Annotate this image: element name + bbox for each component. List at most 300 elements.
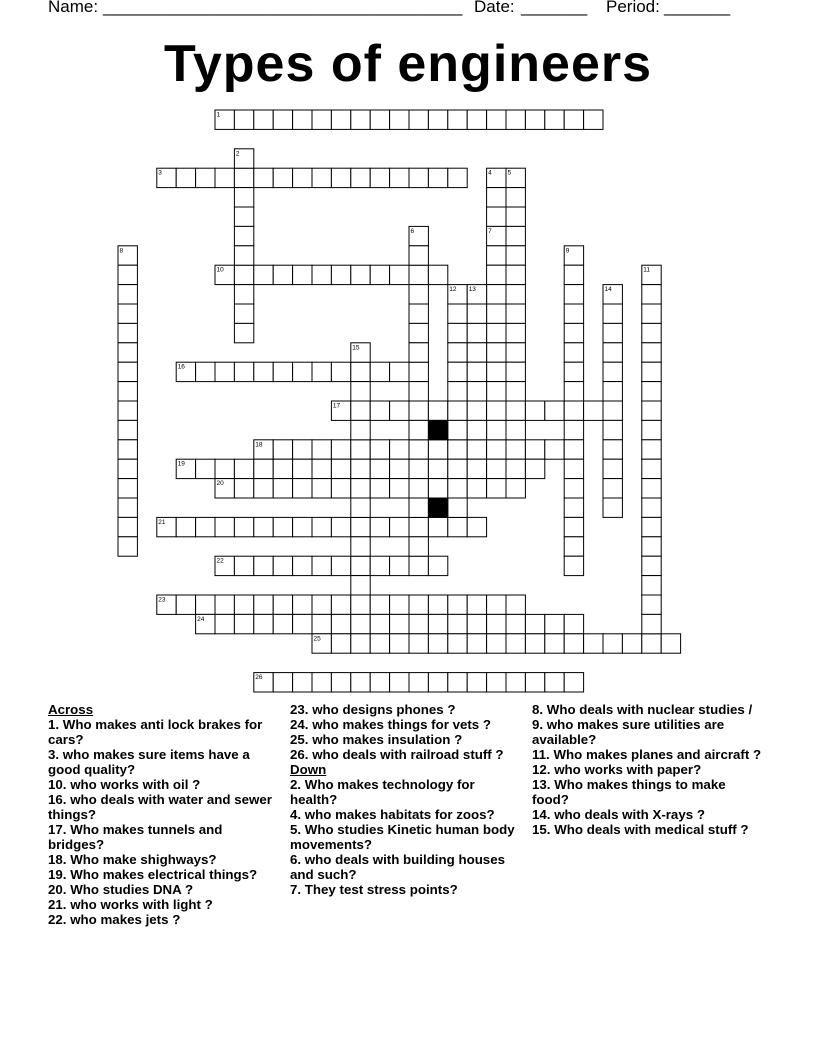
grid-cell[interactable]	[118, 382, 137, 401]
grid-cell[interactable]	[351, 265, 370, 284]
grid-cell[interactable]	[118, 362, 137, 381]
grid-cell[interactable]	[428, 634, 447, 653]
grid-cell[interactable]	[603, 440, 622, 459]
grid-cell[interactable]	[545, 401, 564, 420]
grid-cell[interactable]	[370, 614, 389, 633]
grid-cell[interactable]	[331, 168, 350, 187]
grid-cell[interactable]	[642, 595, 661, 614]
grid-cell[interactable]	[448, 382, 467, 401]
grid-cell[interactable]	[467, 517, 486, 536]
grid-cell[interactable]	[234, 246, 253, 265]
grid-cell[interactable]	[448, 498, 467, 517]
grid-cell[interactable]	[506, 479, 525, 498]
grid-cell[interactable]	[642, 459, 661, 478]
grid-cell[interactable]	[603, 304, 622, 323]
grid-cell[interactable]	[467, 440, 486, 459]
grid-cell[interactable]	[118, 401, 137, 420]
grid-cell[interactable]	[370, 634, 389, 653]
grid-cell[interactable]	[642, 576, 661, 595]
grid-cell[interactable]	[370, 440, 389, 459]
grid-cell[interactable]	[564, 304, 583, 323]
grid-cell[interactable]	[487, 634, 506, 653]
grid-cell[interactable]	[312, 595, 331, 614]
grid-cell[interactable]	[254, 479, 273, 498]
grid-cell[interactable]	[215, 614, 234, 633]
grid-cell[interactable]	[428, 614, 447, 633]
grid-cell[interactable]	[370, 517, 389, 536]
grid-cell[interactable]	[234, 595, 253, 614]
grid-cell[interactable]	[564, 537, 583, 556]
grid-cell[interactable]	[564, 673, 583, 692]
grid-cell[interactable]	[487, 188, 506, 207]
grid-cell[interactable]	[506, 595, 525, 614]
grid-cell[interactable]	[564, 401, 583, 420]
grid-cell[interactable]	[467, 110, 486, 129]
grid-cell[interactable]	[331, 595, 350, 614]
grid-cell[interactable]	[351, 168, 370, 187]
grid-cell[interactable]	[370, 459, 389, 478]
grid-cell[interactable]	[312, 459, 331, 478]
grid-cell[interactable]	[545, 673, 564, 692]
grid-cell[interactable]	[312, 479, 331, 498]
grid-cell[interactable]	[603, 420, 622, 439]
grid-cell[interactable]	[642, 304, 661, 323]
grid-cell[interactable]	[370, 362, 389, 381]
grid-cell[interactable]	[428, 440, 447, 459]
grid-cell[interactable]	[390, 673, 409, 692]
grid-cell[interactable]	[642, 537, 661, 556]
grid-cell[interactable]	[273, 614, 292, 633]
grid-cell[interactable]	[351, 401, 370, 420]
grid-cell[interactable]	[293, 479, 312, 498]
grid-cell[interactable]	[428, 673, 447, 692]
grid-cell[interactable]	[564, 110, 583, 129]
grid-cell[interactable]	[428, 517, 447, 536]
grid-cell[interactable]	[370, 673, 389, 692]
grid-cell[interactable]	[370, 556, 389, 575]
grid-cell[interactable]	[370, 595, 389, 614]
grid-cell[interactable]	[254, 265, 273, 284]
grid-cell[interactable]	[331, 265, 350, 284]
grid-cell[interactable]	[564, 362, 583, 381]
grid-cell[interactable]	[331, 517, 350, 536]
grid-cell[interactable]	[118, 265, 137, 284]
grid-cell[interactable]	[448, 304, 467, 323]
grid-cell[interactable]	[642, 440, 661, 459]
grid-cell[interactable]	[448, 401, 467, 420]
grid-cell[interactable]	[545, 634, 564, 653]
grid-cell[interactable]	[409, 517, 428, 536]
grid-cell[interactable]	[448, 595, 467, 614]
grid-cell[interactable]	[642, 556, 661, 575]
grid-cell[interactable]	[564, 420, 583, 439]
grid-cell[interactable]	[642, 362, 661, 381]
grid-cell[interactable]	[506, 673, 525, 692]
grid-cell[interactable]	[273, 440, 292, 459]
grid-cell[interactable]	[525, 634, 544, 653]
grid-cell[interactable]	[234, 479, 253, 498]
grid-cell[interactable]	[273, 459, 292, 478]
grid-cell[interactable]	[487, 323, 506, 342]
grid-cell[interactable]	[564, 440, 583, 459]
grid-cell[interactable]	[118, 323, 137, 342]
grid-cell[interactable]	[409, 556, 428, 575]
grid-cell[interactable]	[506, 304, 525, 323]
grid-cell[interactable]	[487, 304, 506, 323]
grid-cell[interactable]	[467, 362, 486, 381]
grid-cell[interactable]	[351, 479, 370, 498]
grid-cell[interactable]	[467, 479, 486, 498]
grid-cell[interactable]	[409, 304, 428, 323]
grid-cell[interactable]	[642, 479, 661, 498]
grid-cell[interactable]	[564, 498, 583, 517]
grid-cell[interactable]	[506, 382, 525, 401]
grid-cell[interactable]	[409, 285, 428, 304]
grid-cell[interactable]	[506, 614, 525, 633]
grid-cell[interactable]	[564, 265, 583, 284]
grid-cell[interactable]	[293, 265, 312, 284]
grid-cell[interactable]	[603, 343, 622, 362]
grid-cell[interactable]	[564, 634, 583, 653]
grid-cell[interactable]	[390, 556, 409, 575]
grid-cell[interactable]	[409, 440, 428, 459]
grid-cell[interactable]	[409, 265, 428, 284]
grid-cell[interactable]	[351, 110, 370, 129]
grid-cell[interactable]	[642, 382, 661, 401]
grid-cell[interactable]	[506, 285, 525, 304]
grid-cell[interactable]	[448, 323, 467, 342]
grid-cell[interactable]	[254, 362, 273, 381]
grid-cell[interactable]	[176, 595, 195, 614]
grid-cell[interactable]	[215, 362, 234, 381]
grid-cell[interactable]	[487, 265, 506, 284]
grid-cell[interactable]	[409, 479, 428, 498]
grid-cell[interactable]	[351, 673, 370, 692]
grid-cell[interactable]	[312, 517, 331, 536]
grid-cell[interactable]	[293, 614, 312, 633]
grid-cell[interactable]	[428, 459, 447, 478]
grid-cell[interactable]	[331, 362, 350, 381]
grid-cell[interactable]	[273, 556, 292, 575]
grid-cell[interactable]	[234, 304, 253, 323]
grid-cell[interactable]	[176, 168, 195, 187]
grid-cell[interactable]	[409, 595, 428, 614]
grid-cell[interactable]	[196, 459, 215, 478]
grid-cell[interactable]	[390, 595, 409, 614]
grid-cell[interactable]	[506, 362, 525, 381]
grid-cell[interactable]	[487, 673, 506, 692]
grid-cell[interactable]	[506, 110, 525, 129]
grid-cell[interactable]	[603, 362, 622, 381]
grid-cell[interactable]	[506, 188, 525, 207]
grid-cell[interactable]	[448, 343, 467, 362]
period-blank[interactable]: _______	[664, 0, 731, 16]
grid-cell[interactable]	[118, 498, 137, 517]
grid-cell[interactable]	[506, 207, 525, 226]
grid-cell[interactable]	[642, 401, 661, 420]
grid-cell[interactable]	[351, 517, 370, 536]
grid-cell[interactable]	[448, 168, 467, 187]
grid-cell[interactable]	[525, 440, 544, 459]
grid-cell[interactable]	[118, 479, 137, 498]
grid-cell[interactable]	[351, 459, 370, 478]
grid-cell[interactable]	[390, 440, 409, 459]
grid-cell[interactable]	[293, 556, 312, 575]
grid-cell[interactable]	[564, 459, 583, 478]
grid-cell[interactable]	[370, 110, 389, 129]
grid-cell[interactable]	[467, 401, 486, 420]
grid-cell[interactable]	[331, 556, 350, 575]
grid-cell[interactable]	[234, 207, 253, 226]
grid-cell[interactable]	[409, 168, 428, 187]
grid-cell[interactable]	[584, 110, 603, 129]
grid-cell[interactable]	[409, 382, 428, 401]
grid-cell[interactable]	[176, 517, 195, 536]
grid-cell[interactable]	[584, 634, 603, 653]
grid-cell[interactable]	[564, 479, 583, 498]
grid-cell[interactable]	[428, 556, 447, 575]
grid-cell[interactable]	[409, 537, 428, 556]
grid-cell[interactable]	[390, 362, 409, 381]
grid-cell[interactable]	[448, 614, 467, 633]
grid-cell[interactable]	[428, 168, 447, 187]
grid-cell[interactable]	[467, 323, 486, 342]
grid-cell[interactable]	[603, 401, 622, 420]
grid-cell[interactable]	[331, 110, 350, 129]
grid-cell[interactable]	[234, 188, 253, 207]
grid-cell[interactable]	[506, 459, 525, 478]
grid-cell[interactable]	[390, 265, 409, 284]
grid-cell[interactable]	[390, 517, 409, 536]
grid-cell[interactable]	[196, 517, 215, 536]
grid-cell[interactable]	[234, 168, 253, 187]
grid-cell[interactable]	[234, 323, 253, 342]
grid-cell[interactable]	[409, 634, 428, 653]
grid-cell[interactable]	[487, 382, 506, 401]
grid-cell[interactable]	[448, 440, 467, 459]
grid-cell[interactable]	[409, 323, 428, 342]
grid-cell[interactable]	[390, 479, 409, 498]
grid-cell[interactable]	[448, 634, 467, 653]
grid-cell[interactable]	[409, 246, 428, 265]
grid-cell[interactable]	[351, 634, 370, 653]
grid-cell[interactable]	[642, 517, 661, 536]
grid-cell[interactable]	[409, 110, 428, 129]
grid-cell[interactable]	[506, 246, 525, 265]
grid-cell[interactable]	[603, 459, 622, 478]
grid-cell[interactable]	[487, 459, 506, 478]
grid-cell[interactable]	[390, 634, 409, 653]
grid-cell[interactable]	[254, 110, 273, 129]
grid-cell[interactable]	[409, 673, 428, 692]
grid-cell[interactable]	[428, 265, 447, 284]
grid-cell[interactable]	[312, 673, 331, 692]
grid-cell[interactable]	[428, 401, 447, 420]
grid-cell[interactable]	[351, 614, 370, 633]
grid-cell[interactable]	[312, 440, 331, 459]
grid-cell[interactable]	[409, 401, 428, 420]
grid-cell[interactable]	[642, 614, 661, 633]
grid-cell[interactable]	[351, 420, 370, 439]
grid-cell[interactable]	[506, 634, 525, 653]
grid-cell[interactable]	[409, 614, 428, 633]
grid-cell[interactable]	[506, 265, 525, 284]
grid-cell[interactable]	[273, 362, 292, 381]
grid-cell[interactable]	[545, 614, 564, 633]
grid-cell[interactable]	[118, 440, 137, 459]
grid-cell[interactable]	[118, 537, 137, 556]
grid-cell[interactable]	[487, 285, 506, 304]
grid-cell[interactable]	[293, 168, 312, 187]
grid-cell[interactable]	[564, 323, 583, 342]
grid-cell[interactable]	[370, 479, 389, 498]
grid-cell[interactable]	[351, 440, 370, 459]
grid-cell[interactable]	[234, 614, 253, 633]
grid-cell[interactable]	[312, 110, 331, 129]
grid-cell[interactable]	[448, 420, 467, 439]
grid-cell[interactable]	[467, 343, 486, 362]
grid-cell[interactable]	[487, 362, 506, 381]
grid-cell[interactable]	[351, 498, 370, 517]
grid-cell[interactable]	[293, 595, 312, 614]
grid-cell[interactable]	[584, 401, 603, 420]
grid-cell[interactable]	[487, 440, 506, 459]
grid-cell[interactable]	[390, 401, 409, 420]
grid-cell[interactable]	[234, 517, 253, 536]
grid-cell[interactable]	[467, 420, 486, 439]
grid-cell[interactable]	[448, 673, 467, 692]
grid-cell[interactable]	[273, 110, 292, 129]
grid-cell[interactable]	[506, 420, 525, 439]
grid-cell[interactable]	[331, 440, 350, 459]
grid-cell[interactable]	[118, 459, 137, 478]
grid-cell[interactable]	[467, 595, 486, 614]
grid-cell[interactable]	[525, 459, 544, 478]
name-blank[interactable]: ______________________________________	[103, 0, 463, 16]
grid-cell[interactable]	[545, 110, 564, 129]
grid-cell[interactable]	[545, 440, 564, 459]
grid-cell[interactable]	[487, 401, 506, 420]
grid-cell[interactable]	[390, 110, 409, 129]
grid-cell[interactable]	[118, 304, 137, 323]
grid-cell[interactable]	[312, 168, 331, 187]
grid-cell[interactable]	[467, 382, 486, 401]
grid-cell[interactable]	[564, 382, 583, 401]
grid-cell[interactable]	[351, 595, 370, 614]
grid-cell[interactable]	[564, 614, 583, 633]
grid-cell[interactable]	[564, 343, 583, 362]
grid-cell[interactable]	[312, 614, 331, 633]
grid-cell[interactable]	[215, 595, 234, 614]
grid-cell[interactable]	[293, 362, 312, 381]
grid-cell[interactable]	[506, 323, 525, 342]
grid-cell[interactable]	[273, 595, 292, 614]
grid-cell[interactable]	[409, 498, 428, 517]
grid-cell[interactable]	[428, 595, 447, 614]
grid-cell[interactable]	[409, 420, 428, 439]
grid-cell[interactable]	[312, 362, 331, 381]
grid-cell[interactable]	[428, 110, 447, 129]
grid-cell[interactable]	[390, 614, 409, 633]
grid-cell[interactable]	[448, 517, 467, 536]
grid-cell[interactable]	[525, 110, 544, 129]
grid-cell[interactable]	[370, 168, 389, 187]
grid-cell[interactable]	[642, 634, 661, 653]
grid-cell[interactable]	[196, 595, 215, 614]
grid-cell[interactable]	[506, 440, 525, 459]
grid-cell[interactable]	[118, 420, 137, 439]
grid-cell[interactable]	[564, 517, 583, 536]
grid-cell[interactable]	[273, 479, 292, 498]
grid-cell[interactable]	[215, 459, 234, 478]
grid-cell[interactable]	[293, 110, 312, 129]
grid-cell[interactable]	[351, 556, 370, 575]
grid-cell[interactable]	[312, 556, 331, 575]
grid-cell[interactable]	[234, 226, 253, 245]
grid-cell[interactable]	[215, 168, 234, 187]
grid-cell[interactable]	[215, 517, 234, 536]
grid-cell[interactable]	[234, 556, 253, 575]
grid-cell[interactable]	[603, 634, 622, 653]
grid-cell[interactable]	[448, 479, 467, 498]
grid-cell[interactable]	[118, 517, 137, 536]
grid-cell[interactable]	[564, 285, 583, 304]
grid-cell[interactable]	[564, 556, 583, 575]
grid-cell[interactable]	[331, 459, 350, 478]
grid-cell[interactable]	[409, 362, 428, 381]
grid-cell[interactable]	[254, 595, 273, 614]
grid-cell[interactable]	[196, 168, 215, 187]
grid-cell[interactable]	[487, 246, 506, 265]
grid-cell[interactable]	[331, 614, 350, 633]
grid-cell[interactable]	[118, 343, 137, 362]
grid-cell[interactable]	[487, 343, 506, 362]
grid-cell[interactable]	[642, 498, 661, 517]
grid-cell[interactable]	[603, 498, 622, 517]
grid-cell[interactable]	[254, 556, 273, 575]
grid-cell[interactable]	[273, 265, 292, 284]
grid-cell[interactable]	[487, 479, 506, 498]
grid-cell[interactable]	[409, 343, 428, 362]
grid-cell[interactable]	[487, 420, 506, 439]
grid-cell[interactable]	[254, 614, 273, 633]
grid-cell[interactable]	[370, 265, 389, 284]
grid-cell[interactable]	[467, 634, 486, 653]
grid-cell[interactable]	[234, 265, 253, 284]
grid-cell[interactable]	[467, 673, 486, 692]
grid-cell[interactable]	[293, 517, 312, 536]
grid-cell[interactable]	[351, 576, 370, 595]
grid-cell[interactable]	[506, 401, 525, 420]
grid-cell[interactable]	[487, 110, 506, 129]
grid-cell[interactable]	[331, 673, 350, 692]
grid-cell[interactable]	[506, 226, 525, 245]
grid-cell[interactable]	[234, 110, 253, 129]
grid-cell[interactable]	[603, 479, 622, 498]
grid-cell[interactable]	[118, 285, 137, 304]
grid-cell[interactable]	[525, 673, 544, 692]
grid-cell[interactable]	[603, 382, 622, 401]
grid-cell[interactable]	[196, 362, 215, 381]
grid-cell[interactable]	[642, 285, 661, 304]
grid-cell[interactable]	[293, 459, 312, 478]
grid-cell[interactable]	[467, 614, 486, 633]
grid-cell[interactable]	[622, 634, 641, 653]
grid-cell[interactable]	[234, 459, 253, 478]
grid-cell[interactable]	[351, 537, 370, 556]
grid-cell[interactable]	[448, 459, 467, 478]
grid-cell[interactable]	[642, 420, 661, 439]
